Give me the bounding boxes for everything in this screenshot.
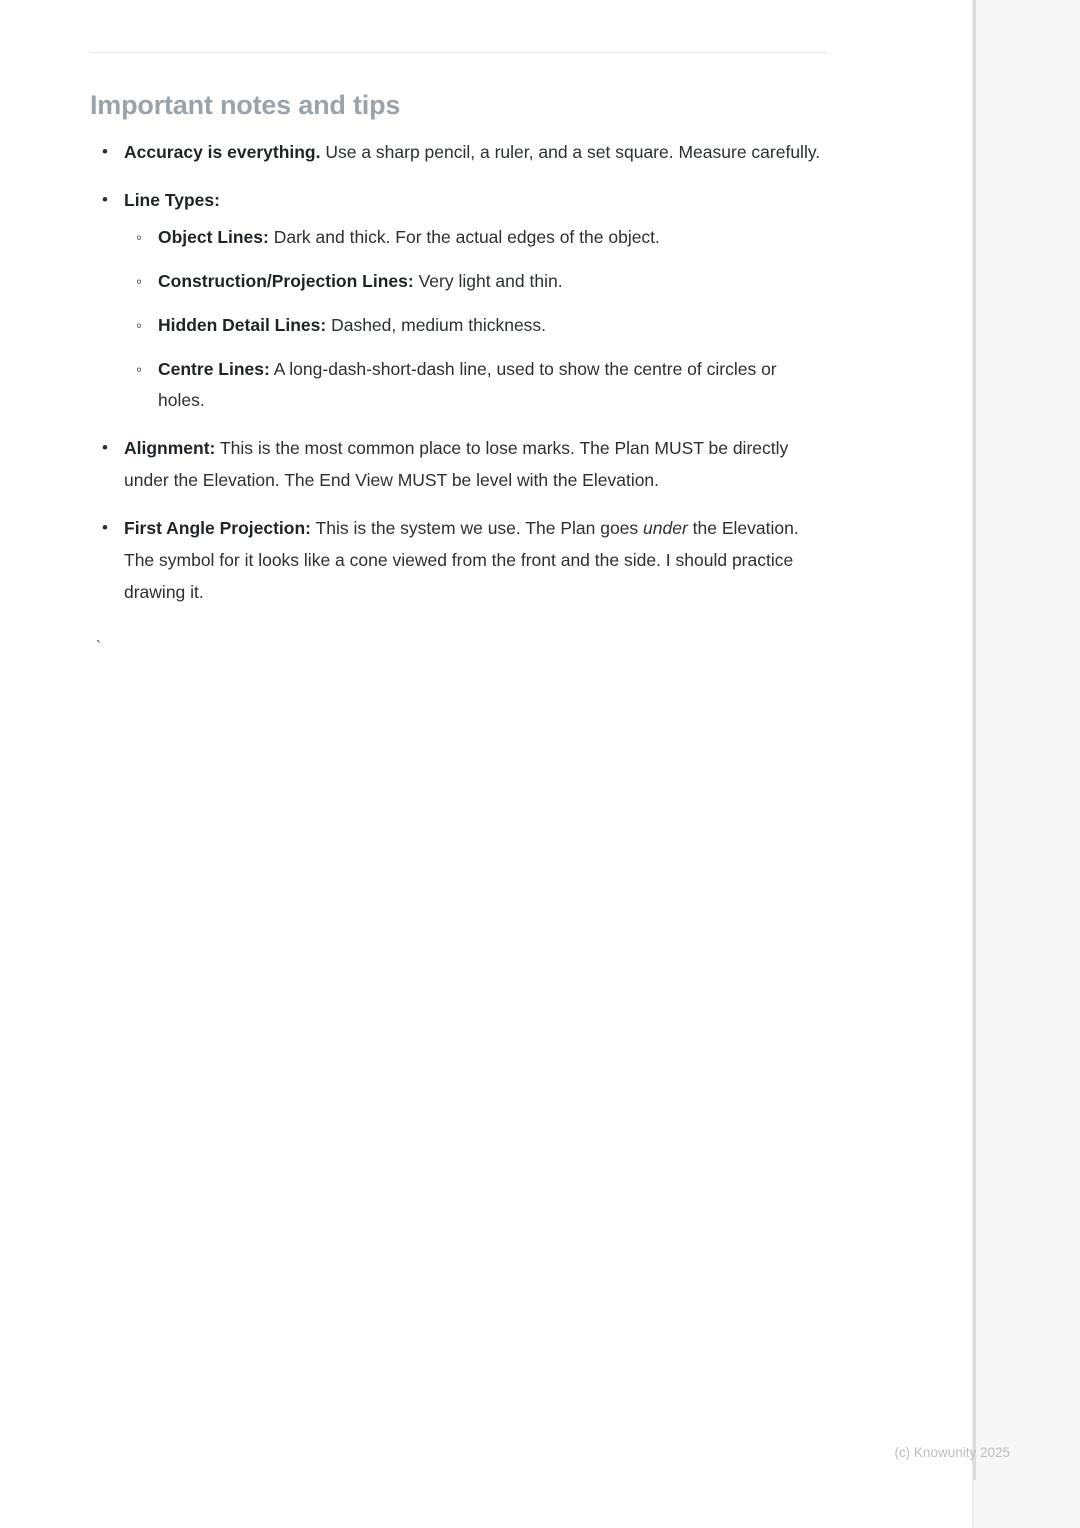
list-item-label: Accuracy is everything. [124,142,321,162]
list-item-text: Dark and thick. For the actual edges of the object. [268,227,660,247]
list-item [124,184,828,416]
list-item [158,310,828,341]
footer-credit: (c) Knowunity 2025 [894,1445,1010,1460]
stray-mark: ` [96,638,101,655]
list-item-label: Construction/Projection Lines: [158,271,414,291]
scrollbar-gutter[interactable] [972,0,1080,1528]
list-item-text: Use a sharp pencil, a ruler, and a set square. Measure carefully. [320,142,821,162]
list-item-label: Line Types: [124,190,220,210]
list-item-text: This is the system we use. The Plan goes [311,518,644,538]
list-item [124,512,828,608]
page-title: Important notes and tips [90,90,401,120]
list-item [124,136,828,168]
document-content [90,52,828,656]
list-item-text: A long-dash-short-dash line, used to show the centre of circles or holes. [158,359,777,410]
list-item-text-continued: the Elevation. The symbol for it looks like a cone viewed from the front and the side. I should practice drawing it. [124,518,799,602]
line-types-sublist [124,222,828,416]
list-item [158,354,828,416]
list-item-label: Centre Lines: [158,359,270,379]
list-item [158,266,828,297]
scrollbar-thumb[interactable] [973,0,976,1480]
list-item-label: First Angle Projection: [124,518,312,538]
list-item-label: Hidden Detail Lines: [158,315,327,335]
list-item-label: Alignment: [124,438,216,458]
list-item [158,222,828,253]
list-item-text: Very light and thin. [413,271,563,291]
list-item [124,432,828,496]
list-item-text: Dashed, medium thickness. [326,315,547,335]
list-item-text: This is the most common place to lose marks. The Plan MUST be directly under the Elevation. The End View MUST be level with the Elevation. [124,438,789,490]
list-item-emphasis: under [643,518,688,538]
list-item-label: Object Lines: [158,227,269,247]
notes-list [90,136,828,608]
